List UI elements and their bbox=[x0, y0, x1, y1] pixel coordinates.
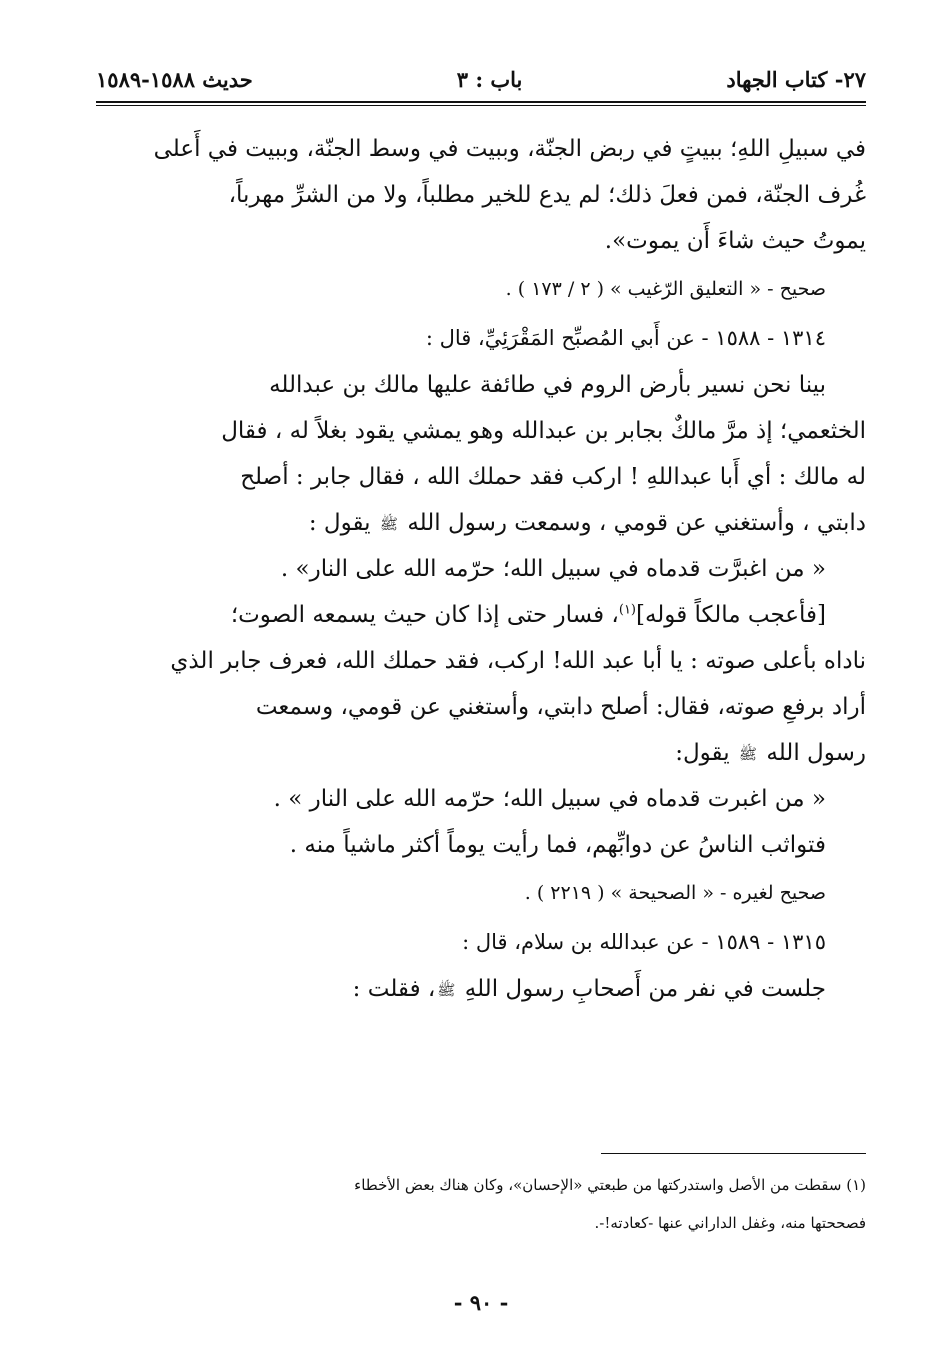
paragraph-continuation bbox=[96, 126, 866, 264]
text-segment: يقول : bbox=[308, 510, 371, 536]
text-segment: دابتي ، وأستغني عن قومي ، وسمعت رسول الله bbox=[407, 510, 866, 536]
hadith-heading: ١٣١٥ - ١٥٨٩ - عن عبدالله بن سلام، قال : bbox=[462, 930, 826, 954]
text-line bbox=[96, 500, 866, 546]
footnote-line: فصححتها منه، وغفل الداراني عنها -كعادته!-. bbox=[594, 1214, 866, 1232]
header-chapter: باب : ٣ bbox=[456, 66, 523, 92]
hadith-heading: ١٣١٤ - ١٥٨٨ - عن أَبي المُصبِّح المَقْرَئِيِّ، قال : bbox=[425, 326, 826, 350]
footnote-separator bbox=[601, 1153, 866, 1154]
book-page bbox=[96, 0, 866, 1372]
header-book-title: ٢٧- كتاب الجهاد bbox=[726, 66, 866, 92]
hadith-paragraph bbox=[96, 362, 866, 546]
footnotes bbox=[96, 1166, 866, 1242]
text-line: في سبيلِ اللهِ؛ ببيتٍ في ربض الجنّة، وببيت في وسط الجنّة، وببيت في أَعلى bbox=[153, 136, 866, 162]
prophetic-quote: « من اغبرَّت قدماه في سبيل الله؛ حرّمه الله على النار» . bbox=[280, 556, 826, 582]
text-line: يموتُ حيث شاءَ أَن يموت». bbox=[604, 228, 866, 254]
text-line bbox=[96, 730, 866, 776]
pbuh-ligature: ﷺ bbox=[437, 980, 456, 999]
text-line bbox=[96, 592, 866, 638]
text-line: غُرف الجنّة، فمن فعلَ ذلك؛ لم يدع للخير مطلباً، ولا من الشرِّ مهرباً، bbox=[228, 182, 866, 208]
pbuh-ligature: ﷺ bbox=[738, 744, 758, 763]
text-line: أراد برفعِ صوته، فقال: أصلح دابتي، وأستغني عن قومي، وسمعت bbox=[255, 694, 866, 720]
header-rule-thin bbox=[96, 105, 866, 106]
footnote-marker[interactable]: (١) bbox=[618, 602, 636, 618]
pbuh-ligature: ﷺ bbox=[379, 514, 399, 533]
text-segment: ، فقلت : bbox=[352, 976, 436, 1002]
prophetic-quote: « من اغبرت قدماه في سبيل الله؛ حرّمه الله على النار » . bbox=[273, 786, 826, 812]
text-segment: رسول الله bbox=[766, 740, 866, 766]
grade-reference: صحيح لغيره - « الصحيحة » ( ٢٢١٩ ) . bbox=[524, 882, 826, 904]
narrative-paragraph bbox=[96, 592, 866, 776]
header-rule bbox=[96, 101, 866, 103]
grade-reference: صحيح - « التعليق الرّغيب » ( ٢ / ١٧٣ ) . bbox=[505, 278, 826, 300]
narrative-line: فتواثب الناسُ عن دوابِّهم، فما رأيت يوماً أكثر ماشياً منه . bbox=[289, 832, 826, 858]
hadith-opening-line bbox=[96, 966, 866, 1012]
running-header bbox=[96, 60, 866, 98]
footnote-line: (١) سقطت من الأصل واستدركتها من طبعتي «الإحسان»، وكان هناك بعض الأخطاء bbox=[354, 1176, 866, 1194]
text-line: الخثعمي؛ إذ مرَّ مالكٌ بجابر بن عبدالله وهو يمشي يقود بغلاً له ، فقال bbox=[221, 418, 866, 444]
main-text bbox=[96, 126, 866, 1012]
page-number: - ٩٠ - bbox=[453, 1290, 509, 1315]
text-line: ناداه بأعلى صوته : يا أبا عبد الله! اركب، فقد حملك الله، فعرف جابر الذي bbox=[170, 648, 866, 674]
header-hadith-range: حديث ١٥٨٨-١٥٨٩ bbox=[96, 66, 253, 92]
text-segment: يقول: bbox=[675, 740, 730, 766]
text-segment: جلست في نفر من أَصحابِ رسول اللهِ bbox=[464, 976, 826, 1002]
text-segment: [فأعجب مالكاً قوله] bbox=[636, 602, 826, 628]
text-line: له مالك : أي أَبا عبداللهِ ! اركب فقد حملك الله ، فقال جابر : أصلح bbox=[240, 464, 866, 490]
text-line: بينا نحن نسير بأرض الروم في طائفة عليها مالك بن عبدالله bbox=[269, 372, 826, 398]
text-segment: ، فسار حتى إذا كان حيث يسمعه الصوت؛ bbox=[230, 602, 619, 628]
